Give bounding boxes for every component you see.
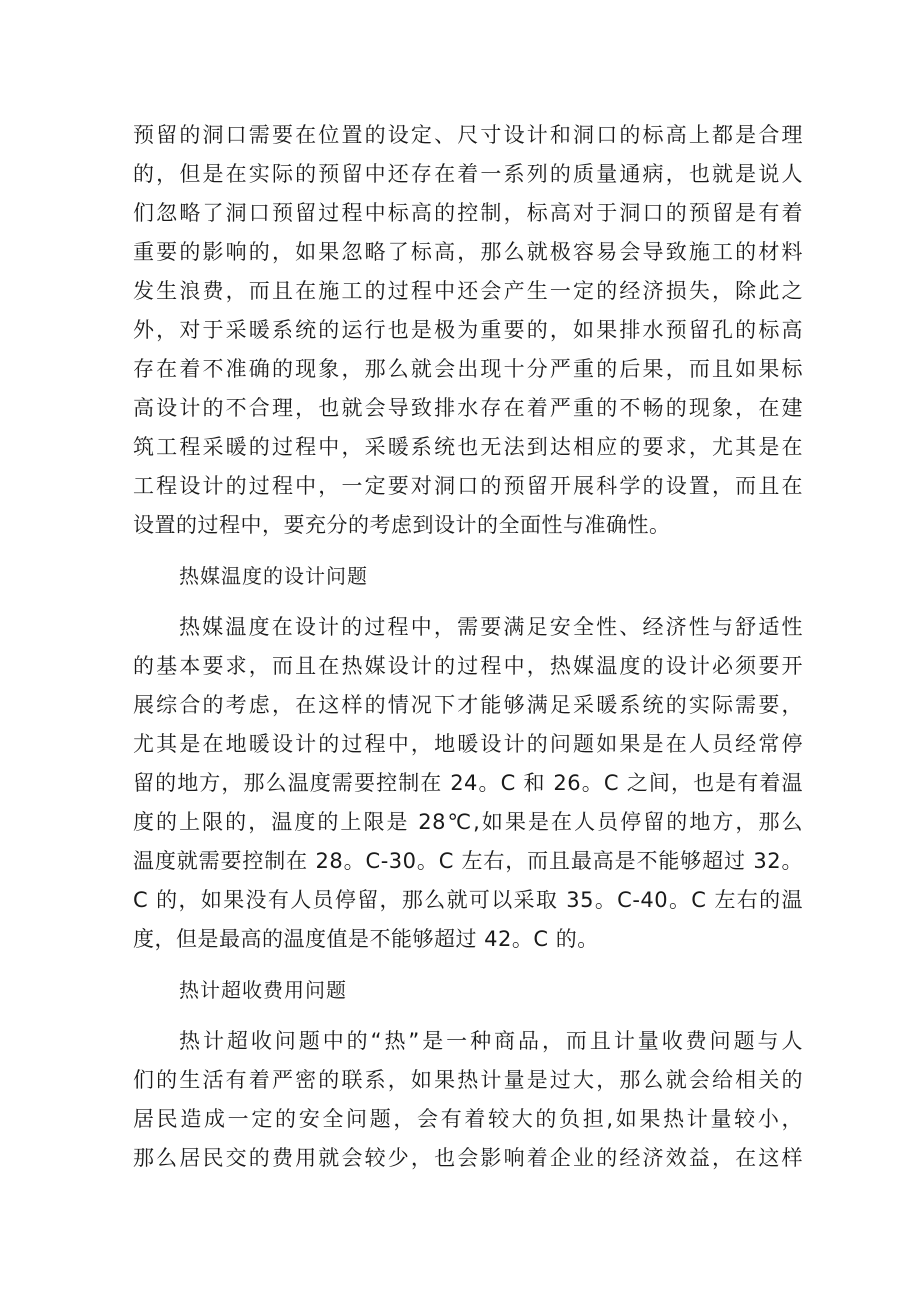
spacer bbox=[133, 1010, 803, 1022]
paragraph-line: 那么居民交的费用就会较少，也会影响着企业的经济效益，在这样 bbox=[133, 1146, 803, 1170]
section-heading-heat-medium-temperature: 热媒温度的设计问题 bbox=[179, 564, 368, 588]
paragraph-line: 存在着不准确的现象，那么就会出现十分严重的后果，而且如果标 bbox=[133, 357, 803, 381]
spacer bbox=[133, 959, 803, 971]
paragraph-line: 热计超收问题中的“热”是一种商品，而且计量收费问题与人 bbox=[179, 1029, 803, 1053]
paragraph-line: 度，但是最高的温度值是不能够超过 42。C 的。 bbox=[133, 927, 599, 951]
paragraph-line: 度的上限的，温度的上限是 28℃,如果是在人员停留的地方，那么 bbox=[133, 810, 803, 834]
paragraph-line: 重要的影响的，如果忽略了标高，那么就极容易会导致施工的材料 bbox=[133, 240, 803, 264]
paragraph-line: 留的地方，那么温度需要控制在 24。C 和 26。C 之间，也是有着温 bbox=[133, 771, 803, 795]
paragraph-line: 高设计的不合理，也就会导致排水存在着严重的不畅的现象，在建 bbox=[133, 396, 803, 420]
paragraph-heat-medium-temperature bbox=[133, 608, 803, 959]
paragraph-line: 预留的洞口需要在位置的设定、尺寸设计和洞口的标高上都是合理 bbox=[133, 123, 803, 147]
paragraph-line: 居民造成一定的安全问题，会有着较大的负担,如果热计量较小， bbox=[133, 1107, 803, 1131]
paragraph-line: 外，对于采暖系统的运行也是极为重要的，如果排水预留孔的标高 bbox=[133, 318, 803, 342]
paragraph-line: 们的生活有着严密的联系，如果热计量是过大，那么就会给相关的 bbox=[133, 1068, 803, 1092]
paragraph-line: 设置的过程中，要充分的考虑到设计的全面性与准确性。 bbox=[133, 513, 671, 537]
paragraph-line: C 的，如果没有人员停留，那么就可以采取 35。C-40。C 左右的温 bbox=[133, 888, 803, 912]
paragraph-line: 热媒温度在设计的过程中，需要满足安全性、经济性与舒适性 bbox=[179, 615, 803, 639]
paragraph-line: 展综合的考虑，在这样的情况下才能够满足采暖系统的实际需要， bbox=[133, 693, 803, 717]
section-heading-heat-metering-overcharge: 热计超收费用问题 bbox=[179, 978, 347, 1002]
paragraph-line: 的，但是在实际的预留中还存在着一系列的质量通病，也就是说人 bbox=[133, 162, 803, 186]
spacer bbox=[133, 596, 803, 608]
paragraph-line: 尤其是在地暖设计的过程中，地暖设计的问题如果是在人员经常停 bbox=[133, 732, 803, 756]
paragraph-line: 发生浪费，而且在施工的过程中还会产生一定的经济损失，除此之 bbox=[133, 279, 803, 303]
spacer bbox=[133, 545, 803, 557]
paragraph-line: 工程设计的过程中，一定要对洞口的预留开展科学的设置，而且在 bbox=[133, 474, 803, 498]
paragraph-line: 们忽略了洞口预留过程中标高的控制，标高对于洞口的预留是有着 bbox=[133, 201, 803, 225]
paragraph-hole-reservation bbox=[133, 116, 803, 545]
document-page bbox=[133, 116, 803, 1178]
paragraph-line: 的基本要求，而且在热媒设计的过程中，热媒温度的设计必须要开 bbox=[133, 654, 803, 678]
paragraph-heat-metering-overcharge bbox=[133, 1022, 803, 1178]
paragraph-line: 温度就需要控制在 28。C-30。C 左右，而且最高是不能够超过 32。 bbox=[133, 849, 803, 873]
paragraph-line: 筑工程采暖的过程中，采暖系统也无法到达相应的要求，尤其是在 bbox=[133, 435, 803, 459]
